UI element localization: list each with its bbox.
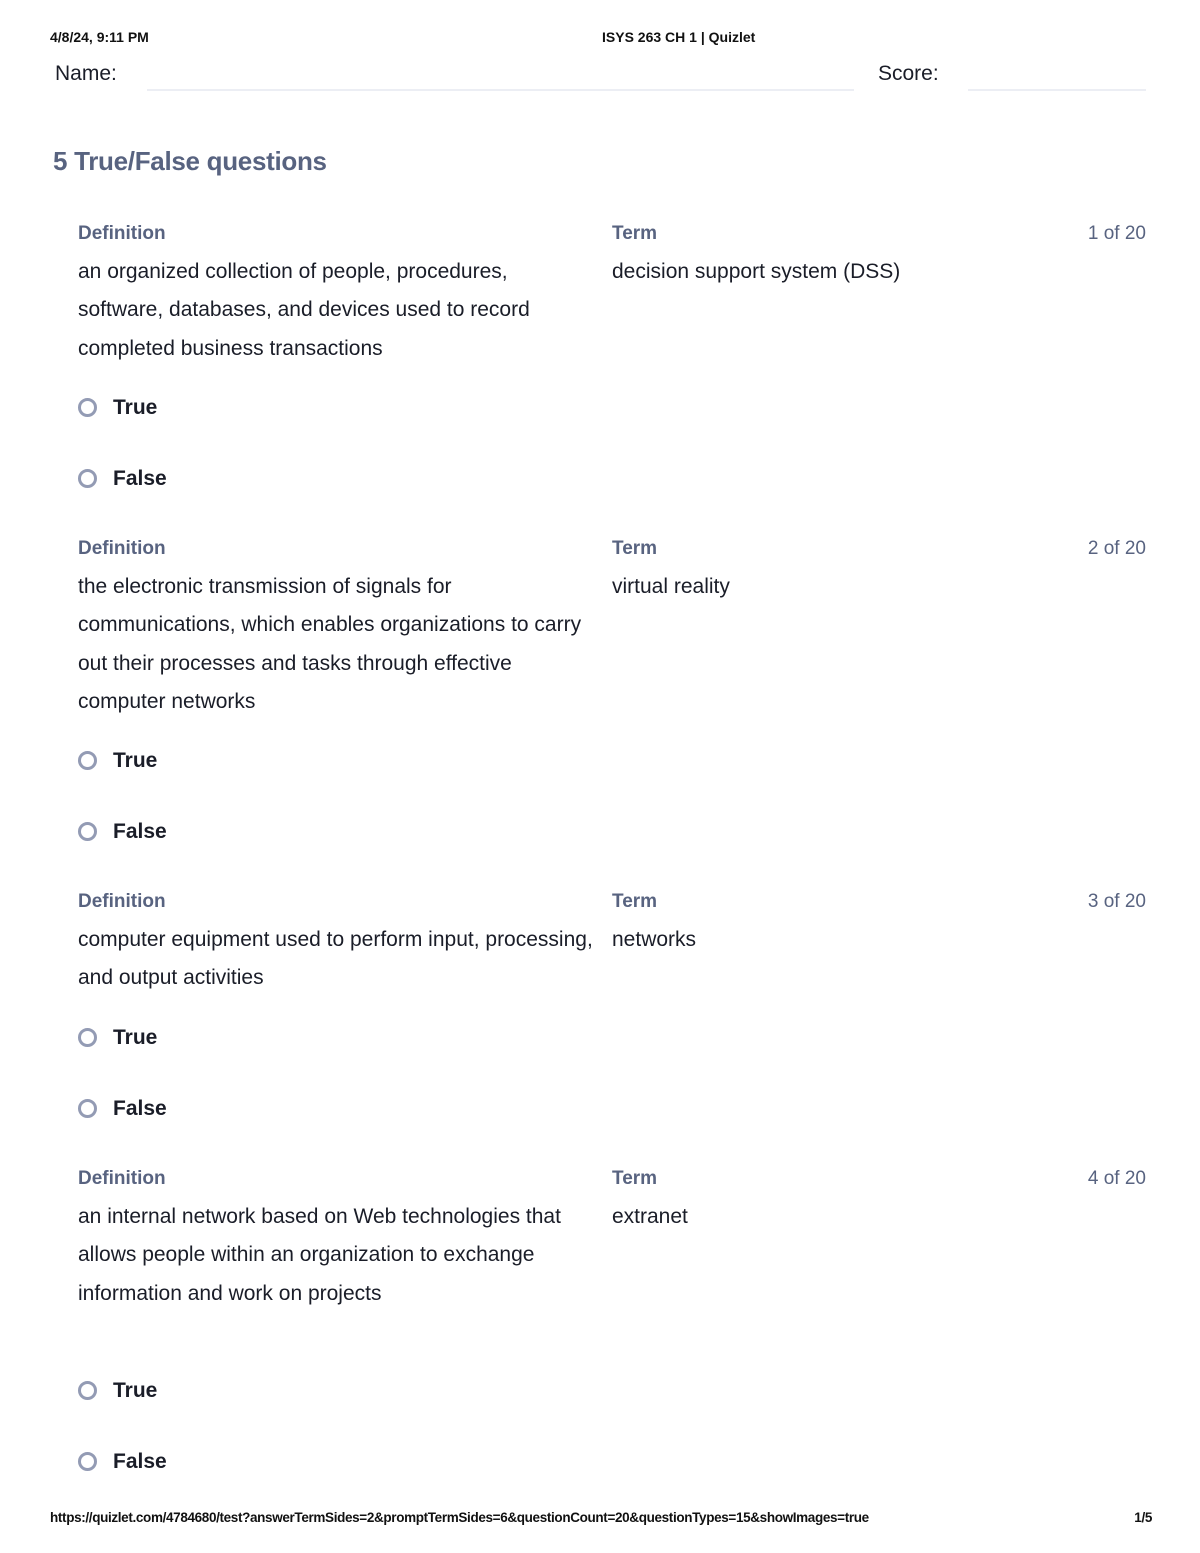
- term-text: decision support system (DSS): [612, 260, 901, 283]
- definition-label: Definition: [78, 891, 166, 912]
- name-label: Name:: [55, 62, 117, 85]
- radio-circle-icon[interactable]: [78, 1099, 97, 1118]
- radio-circle-icon[interactable]: [78, 1381, 97, 1400]
- question-count: 2 of 20: [1087, 538, 1146, 559]
- term-text: virtual reality: [612, 575, 730, 598]
- option-label: False: [113, 1097, 167, 1120]
- radio-circle-icon[interactable]: [78, 822, 97, 841]
- radio-circle-icon[interactable]: [78, 1028, 97, 1047]
- name-score-row: [55, 60, 1146, 96]
- term-label: Term: [612, 1168, 658, 1189]
- term-text: extranet: [612, 1205, 688, 1228]
- print-header: [50, 29, 1152, 47]
- question-count: 4 of 20: [1087, 1168, 1146, 1189]
- definition-label: Definition: [78, 1168, 166, 1189]
- radio-circle-icon[interactable]: [78, 751, 97, 770]
- term-label: Term: [612, 223, 658, 244]
- definition-text: the electronic transmission of signals for communications, which enables organizations to carry out their processes and tasks through effective computer networks: [78, 575, 582, 713]
- option-label: False: [113, 820, 167, 843]
- print-footer: [50, 1510, 1152, 1528]
- term-label: Term: [612, 538, 658, 559]
- definition-text: an internal network based on Web technologies that allows people within an organization to exchange information and work on projects: [78, 1205, 561, 1305]
- term-label: Term: [612, 891, 658, 912]
- name-field-line[interactable]: [147, 89, 854, 91]
- print-date: 4/8/24, 9:11 PM: [50, 29, 149, 45]
- radio-circle-icon[interactable]: [78, 398, 97, 417]
- document-title: ISYS 263 CH 1 | Quizlet: [602, 29, 756, 45]
- definition-text: computer equipment used to perform input, processing, and output activities: [78, 928, 593, 990]
- radio-circle-icon[interactable]: [78, 469, 97, 488]
- question-count: 1 of 20: [1087, 223, 1146, 244]
- option-label: True: [113, 1026, 158, 1049]
- page-number: 1/5: [1134, 1510, 1152, 1525]
- score-label: Score:: [878, 62, 939, 85]
- option-label: False: [113, 467, 167, 490]
- option-label: False: [113, 1450, 167, 1473]
- section-title: 5 True/False questions: [53, 146, 327, 176]
- score-field-line[interactable]: [968, 89, 1146, 91]
- question-count: 3 of 20: [1087, 891, 1146, 912]
- page-url: https://quizlet.com/4784680/test?answerTermSides=2&promptTermSides=6&questionCount=20&questionTypes=15&showImages=true: [50, 1510, 869, 1525]
- radio-circle-icon[interactable]: [78, 1452, 97, 1471]
- definition-text: an organized collection of people, procedures, software, databases, and devices used to record completed business transactions: [78, 260, 530, 360]
- option-label: True: [113, 1379, 158, 1402]
- option-label: True: [113, 749, 158, 772]
- definition-label: Definition: [78, 223, 166, 244]
- definition-label: Definition: [78, 538, 166, 559]
- term-text: networks: [612, 928, 697, 951]
- option-label: True: [113, 396, 158, 419]
